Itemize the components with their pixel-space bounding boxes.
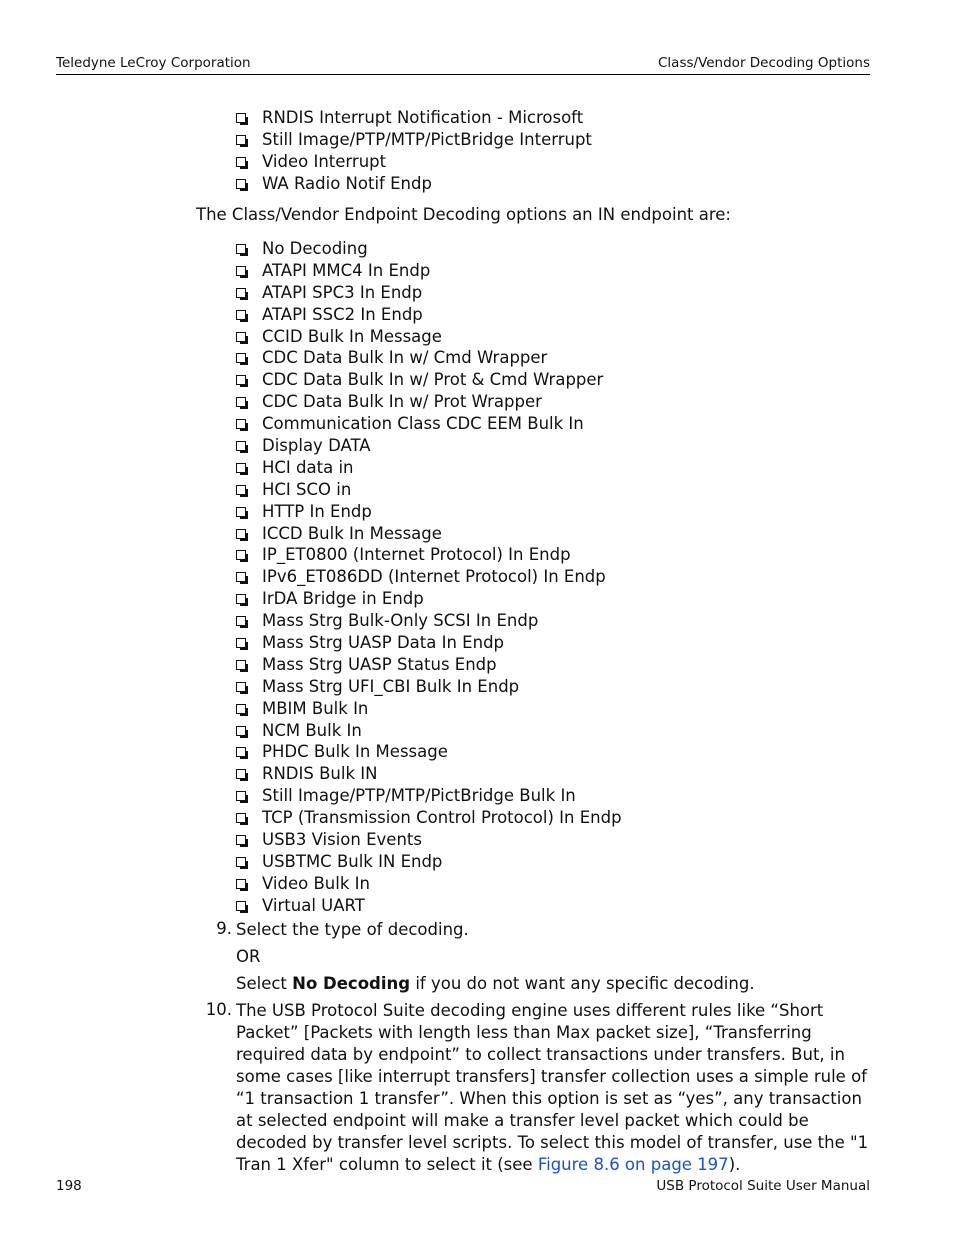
intro-paragraph: The Class/Vendor Endpoint Decoding options an IN endpoint are: (196, 205, 731, 224)
list-item (236, 479, 622, 501)
list-item (236, 304, 622, 326)
select-suffix: if you do not want any specific decoding. (410, 974, 755, 993)
checkbox-bullet-icon (236, 572, 246, 582)
checkbox-bullet-icon (236, 791, 246, 801)
list-item (236, 457, 622, 479)
checkbox-bullet-icon (236, 550, 246, 560)
step-number: 9. (216, 919, 232, 938)
list-item (236, 588, 622, 610)
list-item-label: USBTMC Bulk IN Endp (262, 851, 443, 871)
list-item (236, 785, 622, 807)
header-section-title: Class/Vendor Decoding Options (658, 55, 870, 71)
list-item (236, 151, 592, 173)
list-item (236, 435, 622, 457)
list-item-label: CCID Bulk In Message (262, 326, 442, 346)
step-text: Select the type of decoding. (236, 920, 469, 939)
step-text (236, 1000, 880, 1176)
figure-link[interactable]: Figure 8.6 on page 197 (537, 1155, 729, 1174)
checkbox-bullet-icon (236, 485, 246, 495)
checkbox-bullet-icon (236, 353, 246, 363)
step-9 (200, 919, 880, 995)
list-item-label: HTTP In Endp (262, 501, 372, 521)
list-item (236, 326, 622, 348)
list-item (236, 107, 592, 129)
no-decoding-bold: No Decoding (292, 974, 411, 993)
list-item (236, 763, 622, 785)
checkbox-bullet-icon (236, 507, 246, 517)
step-select-line (236, 973, 880, 995)
checkbox-bullet-icon (236, 682, 246, 692)
manual-title: USB Protocol Suite User Manual (656, 1178, 870, 1194)
list-item (236, 238, 622, 260)
checkbox-bullet-icon (236, 157, 246, 167)
list-item (236, 654, 622, 676)
list-item-label: CDC Data Bulk In w/ Prot & Cmd Wrapper (262, 370, 604, 390)
checkbox-bullet-icon (236, 901, 246, 911)
list-item-label: Mass Strg UASP Status Endp (262, 654, 497, 674)
list-item (236, 129, 592, 151)
list-item-label: IrDA Bridge in Endp (262, 589, 424, 609)
list-item-label: Video Bulk In (262, 873, 370, 893)
list-item (236, 544, 622, 566)
list-item-label: Still Image/PTP/MTP/PictBridge Bulk In (262, 786, 576, 806)
list-item-label: Communication Class CDC EEM Bulk In (262, 414, 584, 434)
list-item (236, 698, 622, 720)
checkbox-bullet-icon (236, 747, 246, 757)
list-item (236, 741, 622, 763)
list-item-label: No Decoding (262, 239, 368, 258)
checkbox-bullet-icon (236, 704, 246, 714)
checkbox-bullet-icon (236, 529, 246, 539)
list-item-label: USB3 Vision Events (262, 830, 422, 850)
checkbox-bullet-icon (236, 726, 246, 736)
list-item (236, 807, 622, 829)
list-item-label: PHDC Bulk In Message (262, 742, 448, 762)
list-item (236, 523, 622, 545)
list-item-label: RNDIS Bulk IN (262, 764, 378, 784)
list-item-label: MBIM Bulk In (262, 698, 369, 718)
list-item-label: CDC Data Bulk In w/ Cmd Wrapper (262, 348, 548, 368)
checkbox-bullet-icon (236, 397, 246, 407)
interrupt-endpoint-list (236, 107, 592, 195)
checkbox-bullet-icon (236, 813, 246, 823)
list-item-label: IP_ET0800 (Internet Protocol) In Endp (262, 545, 571, 565)
list-item (236, 720, 622, 742)
checkbox-bullet-icon (236, 769, 246, 779)
checkbox-bullet-icon (236, 419, 246, 429)
list-item (236, 895, 622, 917)
list-item-label: ATAPI MMC4 In Endp (262, 260, 431, 280)
list-item-label: WA Radio Notif Endp (262, 173, 432, 193)
step-10 (200, 1000, 880, 1176)
checkbox-bullet-icon (236, 660, 246, 670)
checkbox-bullet-icon (236, 244, 246, 254)
list-item (236, 413, 622, 435)
checkbox-bullet-icon (236, 375, 246, 385)
list-item-label: ICCD Bulk In Message (262, 523, 442, 543)
list-item (236, 676, 622, 698)
list-item-label: Video Interrupt (262, 151, 387, 171)
list-item-label: IPv6_ET086DD (Internet Protocol) In Endp (262, 567, 606, 587)
checkbox-bullet-icon (236, 179, 246, 189)
list-item (236, 347, 622, 369)
list-item-label: ATAPI SPC3 In Endp (262, 282, 423, 302)
checkbox-bullet-icon (236, 332, 246, 342)
list-item-label: Mass Strg UASP Data In Endp (262, 633, 505, 653)
list-item (236, 610, 622, 632)
list-item-label: CDC Data Bulk In w/ Prot Wrapper (262, 392, 542, 412)
list-item (236, 501, 622, 523)
list-item-label: ATAPI SSC2 In Endp (262, 304, 423, 324)
step-10-body: The USB Protocol Suite decoding engine uses different rules like “Short Packet” [Packets with length less than Max packet size], “Transferring required data by endpoint” to collect transactions under transfers. But, in some cases [like interrupt transfers] transfer collection uses a simple rule of “1 transaction 1 transfer”. When this option is set as “yes”, any transaction at selected endpoint will make a transfer level packet which could be decoded by transfer level scripts. To select this model of transfer, use the "1 Tran 1 Xfer" column to select it (see (236, 1001, 869, 1174)
checkbox-bullet-icon (236, 835, 246, 845)
step-or: OR (236, 947, 261, 966)
list-item (236, 632, 622, 654)
list-item (236, 829, 622, 851)
checkbox-bullet-icon (236, 310, 246, 320)
header-company: Teledyne LeCroy Corporation (56, 55, 251, 71)
list-item (236, 873, 622, 895)
step-number: 10. (205, 1000, 232, 1019)
list-item-label: HCI data in (262, 457, 354, 477)
checkbox-bullet-icon (236, 594, 246, 604)
steps (200, 919, 880, 1176)
checkbox-bullet-icon (236, 135, 246, 145)
page-header (56, 52, 870, 75)
list-item (236, 369, 622, 391)
list-item (236, 173, 592, 195)
checkbox-bullet-icon (236, 463, 246, 473)
checkbox-bullet-icon (236, 638, 246, 648)
list-item-label: Mass Strg UFI_CBI Bulk In Endp (262, 676, 520, 696)
checkbox-bullet-icon (236, 879, 246, 889)
checkbox-bullet-icon (236, 441, 246, 451)
checkbox-bullet-icon (236, 616, 246, 626)
list-item (236, 282, 622, 304)
list-item-label: Mass Strg Bulk-Only SCSI In Endp (262, 611, 539, 631)
list-item (236, 566, 622, 588)
page-footer (56, 1176, 870, 1196)
checkbox-bullet-icon (236, 113, 246, 123)
page-number: 198 (56, 1178, 82, 1194)
list-item-label: Display DATA (262, 436, 371, 456)
list-item-label: RNDIS Interrupt Notification - Microsoft (262, 108, 584, 127)
list-item-label: TCP (Transmission Control Protocol) In Endp (262, 808, 622, 828)
checkbox-bullet-icon (236, 857, 246, 867)
list-item-label: NCM Bulk In (262, 720, 362, 740)
list-item-label: Still Image/PTP/MTP/PictBridge Interrupt (262, 129, 592, 149)
step-10-end: ). (728, 1155, 741, 1174)
list-item-label: HCI SCO in (262, 479, 352, 499)
in-endpoint-list (236, 238, 622, 917)
checkbox-bullet-icon (236, 266, 246, 276)
list-item-label: Virtual UART (262, 895, 365, 915)
select-prefix: Select (236, 974, 293, 993)
list-item (236, 851, 622, 873)
list-item (236, 391, 622, 413)
list-item (236, 260, 622, 282)
checkbox-bullet-icon (236, 288, 246, 298)
